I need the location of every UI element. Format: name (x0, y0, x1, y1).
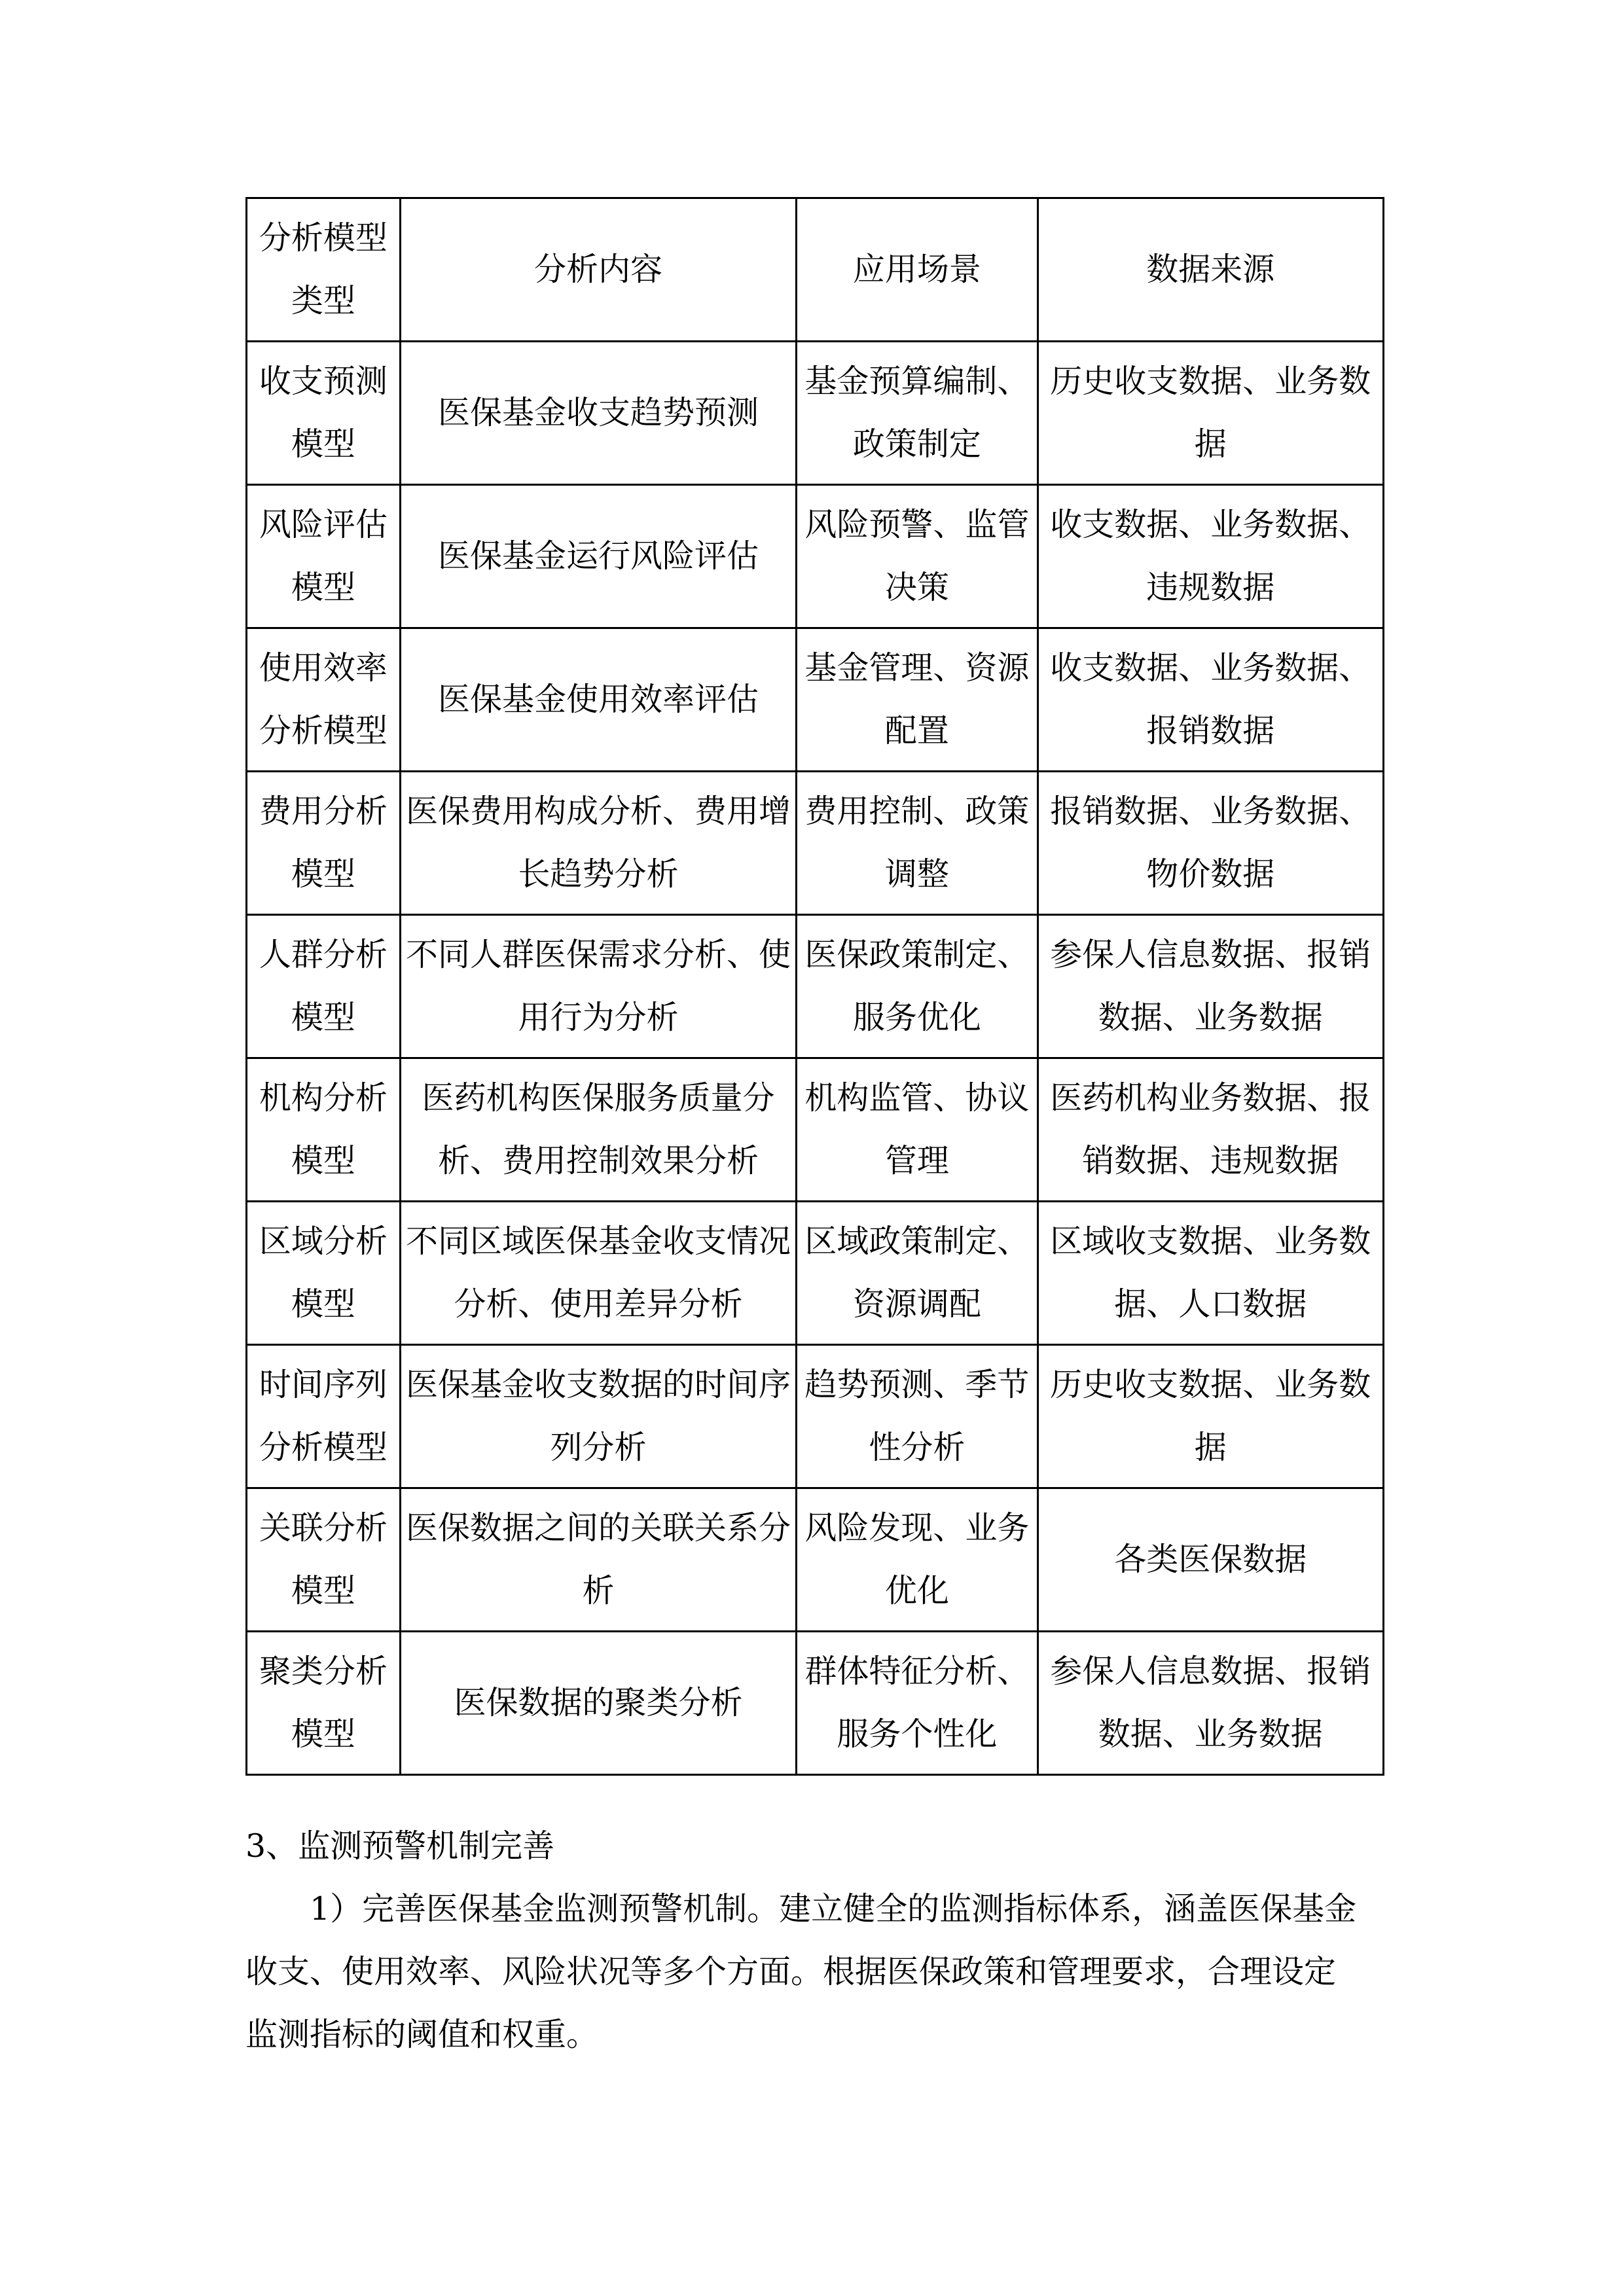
table-cell: 机构分析模型 (247, 1058, 401, 1202)
table-cell: 历史收支数据、业务数据 (1038, 342, 1383, 485)
table-cell: 不同人群医保需求分析、使用行为分析 (400, 915, 796, 1058)
table-cell: 人群分析模型 (247, 915, 401, 1058)
header-cell: 分析模型类型 (247, 198, 401, 342)
table-cell: 医药机构医保服务质量分析、费用控制效果分析 (400, 1058, 796, 1202)
header-cell: 分析内容 (400, 198, 796, 342)
table-cell: 聚类分析模型 (247, 1632, 401, 1775)
table-cell: 时间序列分析模型 (247, 1345, 401, 1488)
header-cell: 数据来源 (1038, 198, 1383, 342)
table-cell: 医保数据之间的关联关系分析 (400, 1488, 796, 1632)
table-cell: 医保数据的聚类分析 (400, 1632, 796, 1775)
table-cell: 趋势预测、季节性分析 (797, 1345, 1038, 1488)
table-row (247, 1345, 1384, 1488)
table-row (247, 485, 1384, 628)
table-cell: 群体特征分析、服务个性化 (797, 1632, 1038, 1775)
table-cell: 机构监管、协议管理 (797, 1058, 1038, 1202)
header-cell: 应用场景 (797, 198, 1038, 342)
table-cell: 风险评估模型 (247, 485, 401, 628)
table-row (247, 1488, 1384, 1632)
table-cell: 收支数据、业务数据、报销数据 (1038, 628, 1383, 772)
table-cell: 区域收支数据、业务数据、人口数据 (1038, 1202, 1383, 1345)
table-cell: 区域分析模型 (247, 1202, 401, 1345)
table-cell: 风险预警、监管决策 (797, 485, 1038, 628)
table-row (247, 628, 1384, 772)
table-cell: 使用效率分析模型 (247, 628, 401, 772)
table-cell: 各类医保数据 (1038, 1488, 1383, 1632)
table-cell: 关联分析模型 (247, 1488, 401, 1632)
table-cell: 费用分析模型 (247, 772, 401, 915)
table-cell: 基金预算编制、政策制定 (797, 342, 1038, 485)
table-cell: 医药机构业务数据、报销数据、违规数据 (1038, 1058, 1383, 1202)
table-row (247, 1202, 1384, 1345)
table-cell: 医保基金收支数据的时间序列分析 (400, 1345, 796, 1488)
table-row (247, 915, 1384, 1058)
table-cell: 费用控制、政策调整 (797, 772, 1038, 915)
table-row (247, 1058, 1384, 1202)
table-cell: 参保人信息数据、报销数据、业务数据 (1038, 1632, 1383, 1775)
paragraph-line: 监测指标的阈值和权重。 (245, 2016, 599, 2053)
table-row (247, 1632, 1384, 1775)
table-cell: 医保基金运行风险评估 (400, 485, 796, 628)
table-cell: 报销数据、业务数据、物价数据 (1038, 772, 1383, 915)
table-row (247, 772, 1384, 915)
table-cell: 医保基金使用效率评估 (400, 628, 796, 772)
paragraph-line: 1）完善医保基金监测预警机制。建立健全的监测指标体系，涵盖医保基金 (310, 1890, 1357, 1928)
table-cell: 基金管理、资源配置 (797, 628, 1038, 772)
table-row (247, 342, 1384, 485)
analysis-model-table (245, 197, 1384, 1776)
table-cell: 收支预测模型 (247, 342, 401, 485)
table-cell: 不同区域医保基金收支情况分析、使用差异分析 (400, 1202, 796, 1345)
table-cell: 收支数据、业务数据、违规数据 (1038, 485, 1383, 628)
table-cell: 医保费用构成分析、费用增长趋势分析 (400, 772, 796, 915)
table-cell: 区域政策制定、资源调配 (797, 1202, 1038, 1345)
table-cell: 历史收支数据、业务数据 (1038, 1345, 1383, 1488)
section-heading: 3、监测预警机制完善 (245, 1827, 555, 1865)
table-cell: 医保基金收支趋势预测 (400, 342, 796, 485)
table-header-row (247, 198, 1384, 342)
table-cell: 医保政策制定、服务优化 (797, 915, 1038, 1058)
paragraph-line: 收支、使用效率、风险状况等多个方面。根据医保政策和管理要求，合理设定 (245, 1953, 1337, 1990)
table-cell: 参保人信息数据、报销数据、业务数据 (1038, 915, 1383, 1058)
table-cell: 风险发现、业务优化 (797, 1488, 1038, 1632)
